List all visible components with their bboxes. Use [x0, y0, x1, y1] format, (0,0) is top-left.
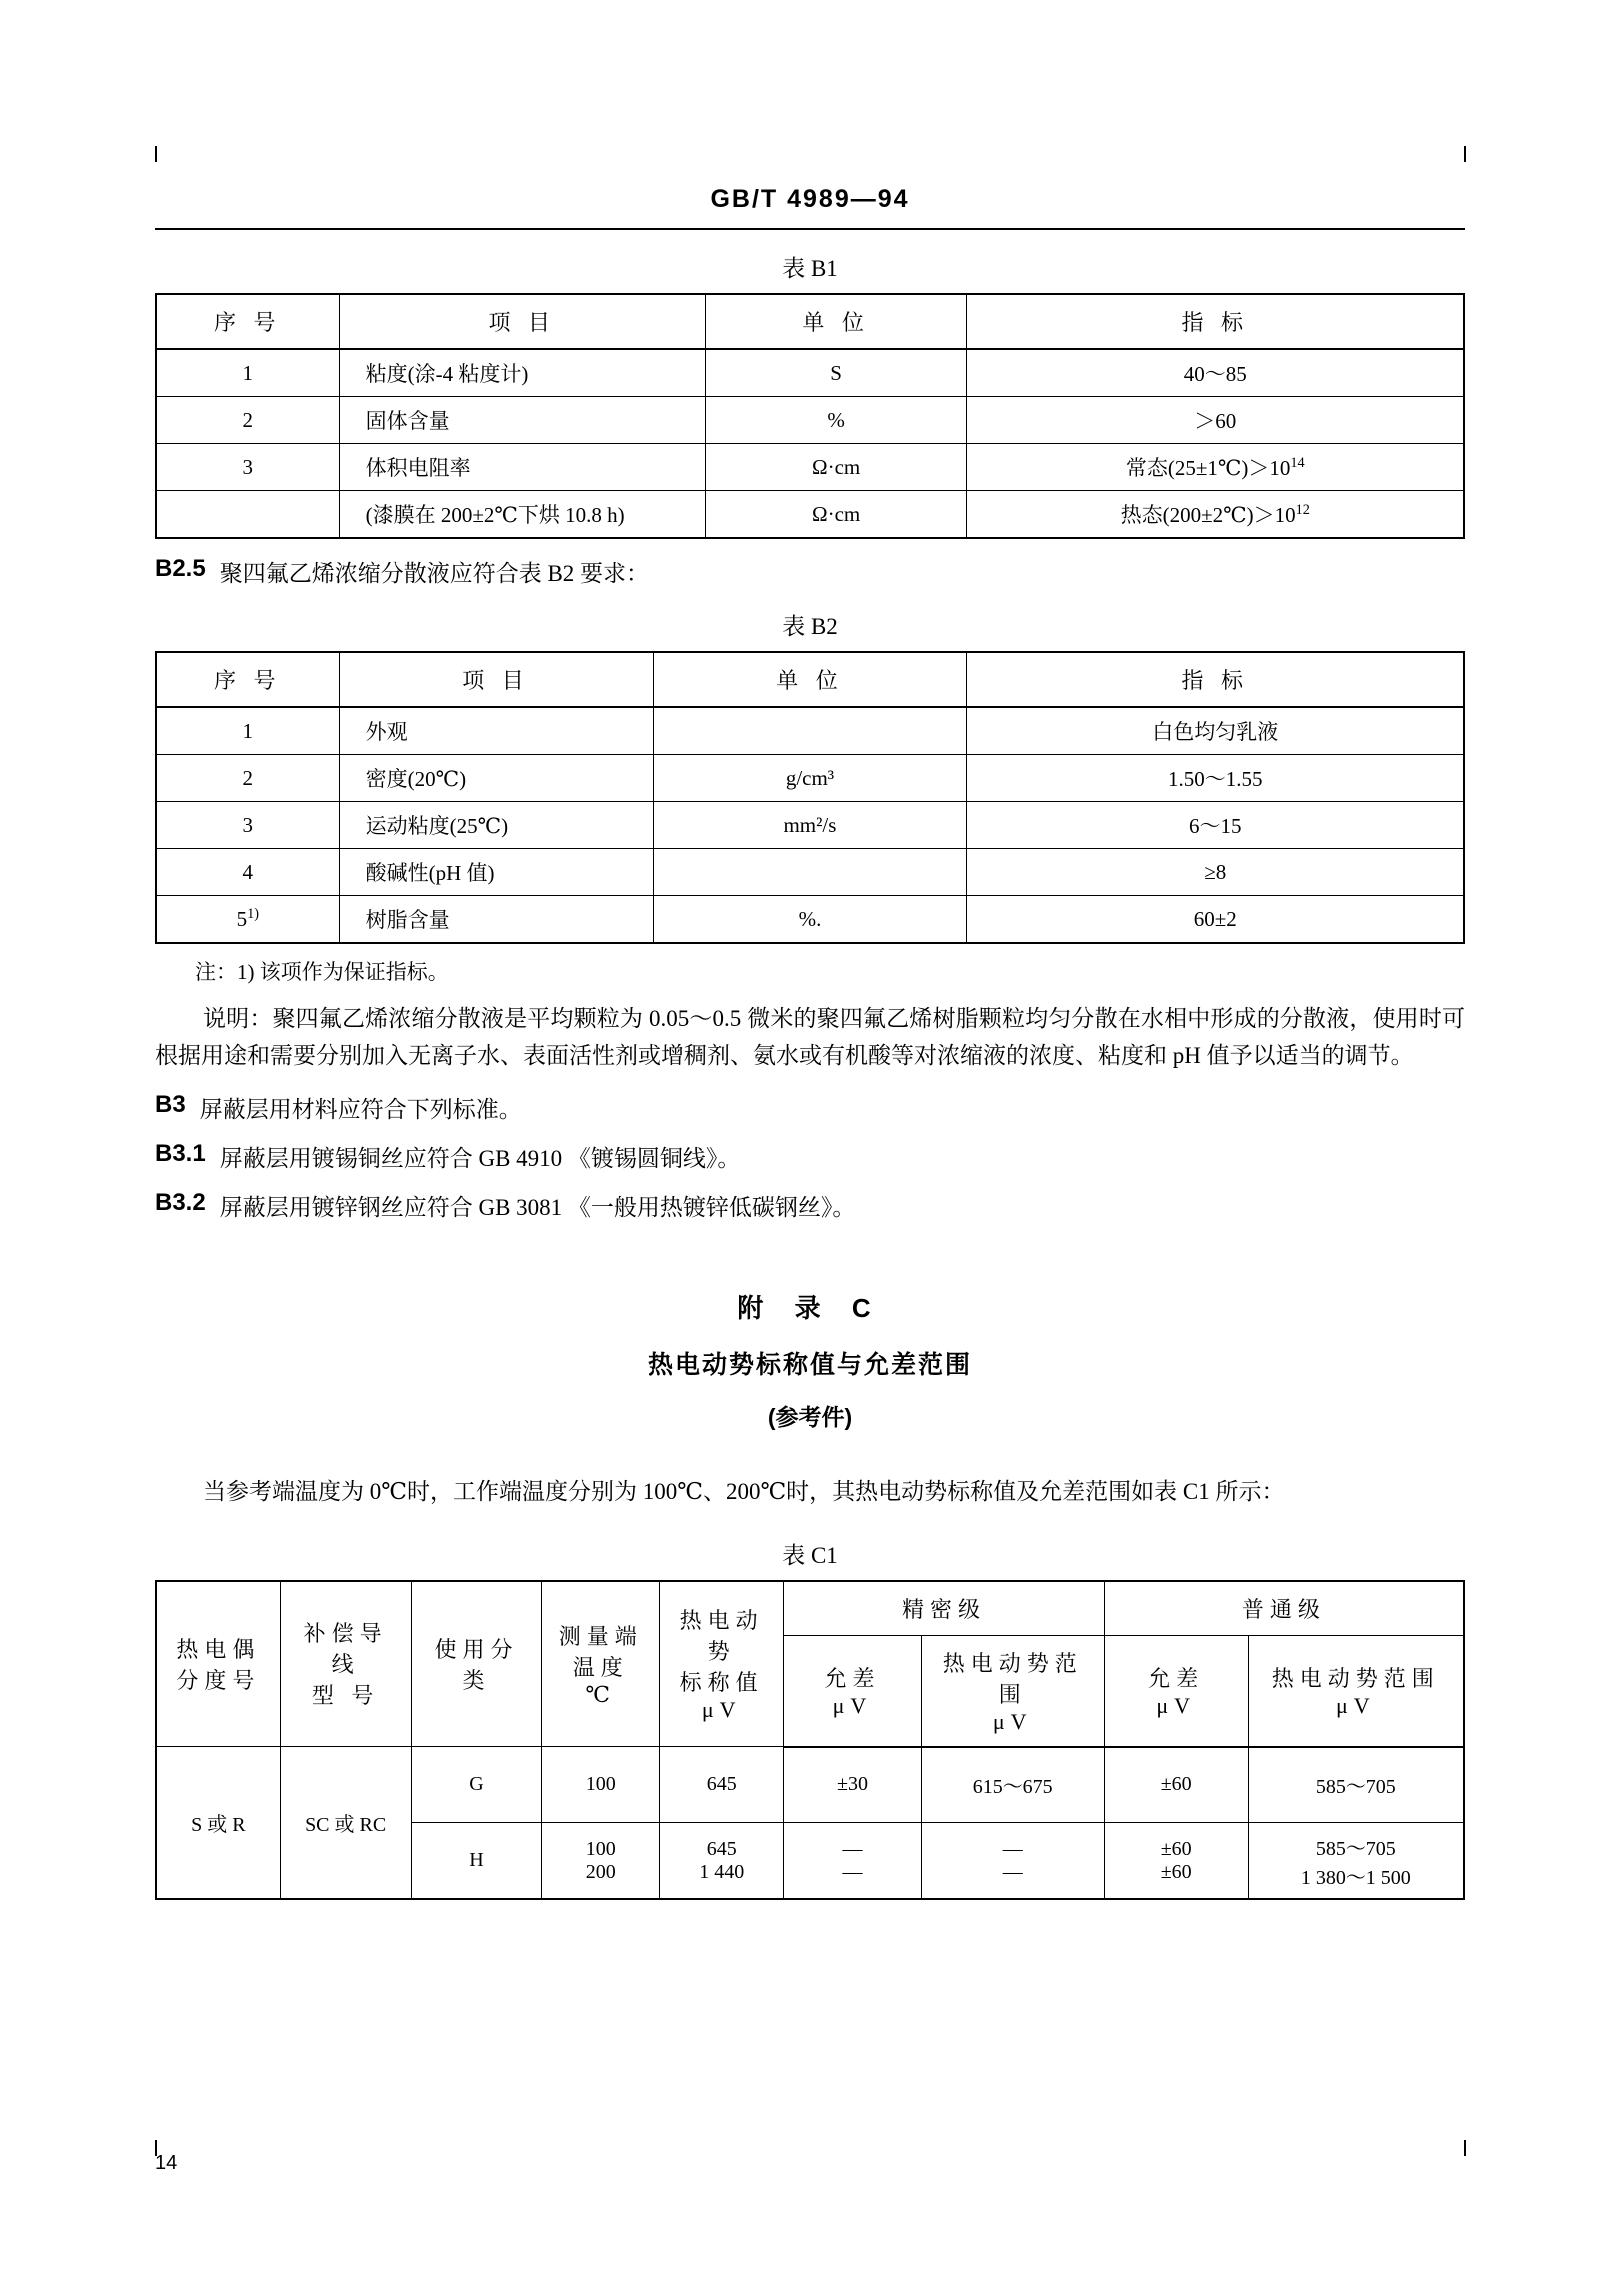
appendix-c-intro — [155, 1472, 1465, 1511]
table-b2-cell: %. — [653, 896, 967, 944]
table-b2-cell — [653, 849, 967, 896]
section-b3-text: 屏蔽层用材料应符合下列标准。 — [199, 1096, 522, 1122]
table-b1-header-cell: 指 标 — [967, 294, 1464, 349]
table-row — [156, 896, 1464, 944]
table-b2-cell: 密度(20℃) — [339, 755, 653, 802]
table-c1-cell-precise-range: 615～675 — [921, 1747, 1104, 1823]
section-b2-5-number: B2.5 — [155, 555, 206, 582]
table-b1-cell: ＞60 — [967, 397, 1464, 444]
crop-mark-bottom-right — [1464, 2140, 1466, 2156]
table-row — [156, 349, 1464, 397]
table-b1-header-cell: 序 号 — [156, 294, 339, 349]
table-c1-cell-temperature: 100 200 — [542, 1823, 660, 1900]
table-b1-cell: (漆膜在 200±2℃下烘 10.8 h) — [339, 491, 705, 539]
section-b3-1-text: 屏蔽层用镀锡铜丝应符合 GB 4910 《镀锡圆铜线》。 — [219, 1145, 741, 1171]
table-c1-cell-class: G — [411, 1747, 542, 1823]
table-c1-header-normal-group: 普通级 — [1104, 1581, 1464, 1636]
table-row — [156, 755, 1464, 802]
table-c1-header-class: 使用分类 — [411, 1581, 542, 1747]
table-b1-header-cell: 项 目 — [339, 294, 705, 349]
table-b1-cell: 1 — [156, 349, 339, 397]
table-b1-cell: 粘度(涂-4 粘度计) — [339, 349, 705, 397]
table-b1-cell: 3 — [156, 444, 339, 491]
appendix-c-title: 附 录 C — [737, 1292, 883, 1323]
table-b1-cell: Ω·cm — [705, 491, 967, 539]
table-c1-cell-class: H — [411, 1823, 542, 1900]
table-row — [156, 491, 1464, 539]
table-row — [156, 1581, 1464, 1636]
table-b2-cell: mm²/s — [653, 802, 967, 849]
table-b2-cell: 树脂含量 — [339, 896, 653, 944]
table-b2-footnote: 注：1) 该项作为保证指标。 — [195, 960, 449, 984]
table-c1-header-nominal: 热电动势 标称值 μV — [660, 1581, 784, 1747]
table-c1-caption: 表 C1 — [782, 1542, 838, 1568]
table-c1-cell-normal-range: 585～705 1 380～1 500 — [1248, 1823, 1464, 1900]
page-number: 14 — [155, 2152, 178, 2174]
table-b2-cell: 1 — [156, 707, 339, 755]
table-b2-header-cell: 项 目 — [339, 652, 653, 707]
section-b2-5 — [155, 555, 1465, 588]
table-c1-cell-precise-tol: — — — [784, 1823, 921, 1900]
table-b2-header-cell: 序 号 — [156, 652, 339, 707]
table-b2-cell: 3 — [156, 802, 339, 849]
table-c1-cell-precise-tol: ±30 — [784, 1747, 921, 1823]
table-c1-header-temperature: 测量端 温度 ℃ — [542, 1581, 660, 1747]
table-b2 — [155, 651, 1465, 944]
appendix-c-kind: (参考件) — [767, 1403, 853, 1430]
table-b1-cell: 体积电阻率 — [339, 444, 705, 491]
table-b2-cell: ≥8 — [967, 849, 1464, 896]
section-b3-2-text: 屏蔽层用镀锌钢丝应符合 GB 3081 《一般用热镀锌低碳钢丝》。 — [219, 1194, 856, 1220]
table-b2-cell: g/cm³ — [653, 755, 967, 802]
table-b2-header-cell: 单 位 — [653, 652, 967, 707]
table-row — [156, 802, 1464, 849]
table-b1-cell — [156, 491, 339, 539]
table-c1-cell-normal-tol: ±60 ±60 — [1104, 1823, 1248, 1900]
table-b2-header-cell: 指 标 — [967, 652, 1464, 707]
table-b1-header-cell: 单 位 — [705, 294, 967, 349]
header-rule — [155, 228, 1465, 230]
table-b2-cell — [653, 707, 967, 755]
table-c1-header-thermocouple: 热电偶 分度号 — [156, 1581, 280, 1747]
table-c1-cell-precise-range: — — — [921, 1823, 1104, 1900]
table-c1-header-precise-range: 热电动势范围 μV — [921, 1635, 1104, 1747]
table-b2-caption: 表 B2 — [782, 614, 838, 639]
table-b1-caption: 表 B1 — [782, 256, 838, 281]
table-row — [156, 1747, 1464, 1823]
table-b1-cell: 常态$(25\pm 1℃)>10^{14}$ — [967, 444, 1464, 491]
section-b2-5-text: 聚四氟乙烯浓缩分散液应符合表 B2 要求： — [219, 561, 650, 586]
table-c1-cell-thermocouple: S 或 R — [156, 1747, 280, 1900]
table-b2-cell: 外观 — [339, 707, 653, 755]
table-row — [156, 294, 1464, 349]
table-b1 — [155, 293, 1465, 539]
table-b2-cell: 1.50～1.55 — [967, 755, 1464, 802]
table-b2-cell: 4 — [156, 849, 339, 896]
table-b1-cell: S — [705, 349, 967, 397]
section-b3-1-number: B3.1 — [155, 1139, 206, 1167]
section-b3-2 — [155, 1189, 1465, 1222]
table-b2-cell: 5$^{1)}$ — [156, 896, 339, 944]
explanation-paragraph: 说明：聚四氟乙烯浓缩分散液是平均颗粒为 0.05～0.5 微米的聚四氟乙烯树脂颗粒均匀分散在水相中形成的分散液，使用时可根据用途和需要分别加入无离子水、表面活性剂或增稠剂、氨水或有机酸等对浓缩液的浓度、粘度和 pH 值予以适当的调节。 — [155, 1006, 1465, 1069]
table-c1-header-precise-group: 精密级 — [784, 1581, 1104, 1636]
page-content — [155, 0, 1465, 1900]
table-row — [156, 849, 1464, 896]
table-c1-header-wire-type: 补偿导线 型 号 — [280, 1581, 411, 1747]
table-b1-cell: Ω·cm — [705, 444, 967, 491]
table-b1-cell: 热态$(200\pm 2℃)>10^{12}$ — [967, 491, 1464, 539]
table-c1 — [155, 1580, 1465, 1901]
appendix-c-subtitle: 热电动势标称值与允差范围 — [647, 1350, 972, 1379]
table-c1-cell-nominal: 645 — [660, 1747, 784, 1823]
table-c1-header-normal-range: 热电动势范围 μV — [1248, 1635, 1464, 1747]
table-b2-cell: 2 — [156, 755, 339, 802]
table-b1-cell: 40～85 — [967, 349, 1464, 397]
table-c1-cell-normal-tol: ±60 — [1104, 1747, 1248, 1823]
table-c1-cell-nominal: 645 1 440 — [660, 1823, 784, 1900]
table-b2-cell: 6～15 — [967, 802, 1464, 849]
table-b2-cell: 白色均匀乳液 — [967, 707, 1464, 755]
table-row — [156, 397, 1464, 444]
table-row — [156, 652, 1464, 707]
appendix-c-intro-text: 当参考端温度为 0℃时，工作端温度分别为 100℃、200℃时，其热电动势标称值及允差范围如表 C1 所示： — [203, 1478, 1285, 1504]
table-b1-cell: 固体含量 — [339, 397, 705, 444]
table-c1-cell-temperature: 100 — [542, 1747, 660, 1823]
table-c1-header-precise-tol: 允差 μV — [784, 1635, 921, 1747]
table-c1-cell-normal-range: 585～705 — [1248, 1747, 1464, 1823]
table-b2-cell: 60±2 — [967, 896, 1464, 944]
section-b3-number: B3 — [155, 1090, 186, 1118]
table-c1-cell-wire-type: SC 或 RC — [280, 1747, 411, 1900]
section-b3-2-number: B3.2 — [155, 1188, 206, 1216]
table-b2-cell: 运动粘度(25℃) — [339, 802, 653, 849]
table-c1-header-normal-tol: 允差 μV — [1104, 1635, 1248, 1747]
section-b3-1 — [155, 1140, 1465, 1173]
table-row — [156, 444, 1464, 491]
table-b1-cell: 2 — [156, 397, 339, 444]
table-row — [156, 707, 1464, 755]
section-b3 — [155, 1091, 1465, 1124]
table-b1-cell: % — [705, 397, 967, 444]
page-header-standard-number: GB/T 4989—94 — [710, 185, 910, 213]
table-b2-cell: 酸碱性(pH 值) — [339, 849, 653, 896]
